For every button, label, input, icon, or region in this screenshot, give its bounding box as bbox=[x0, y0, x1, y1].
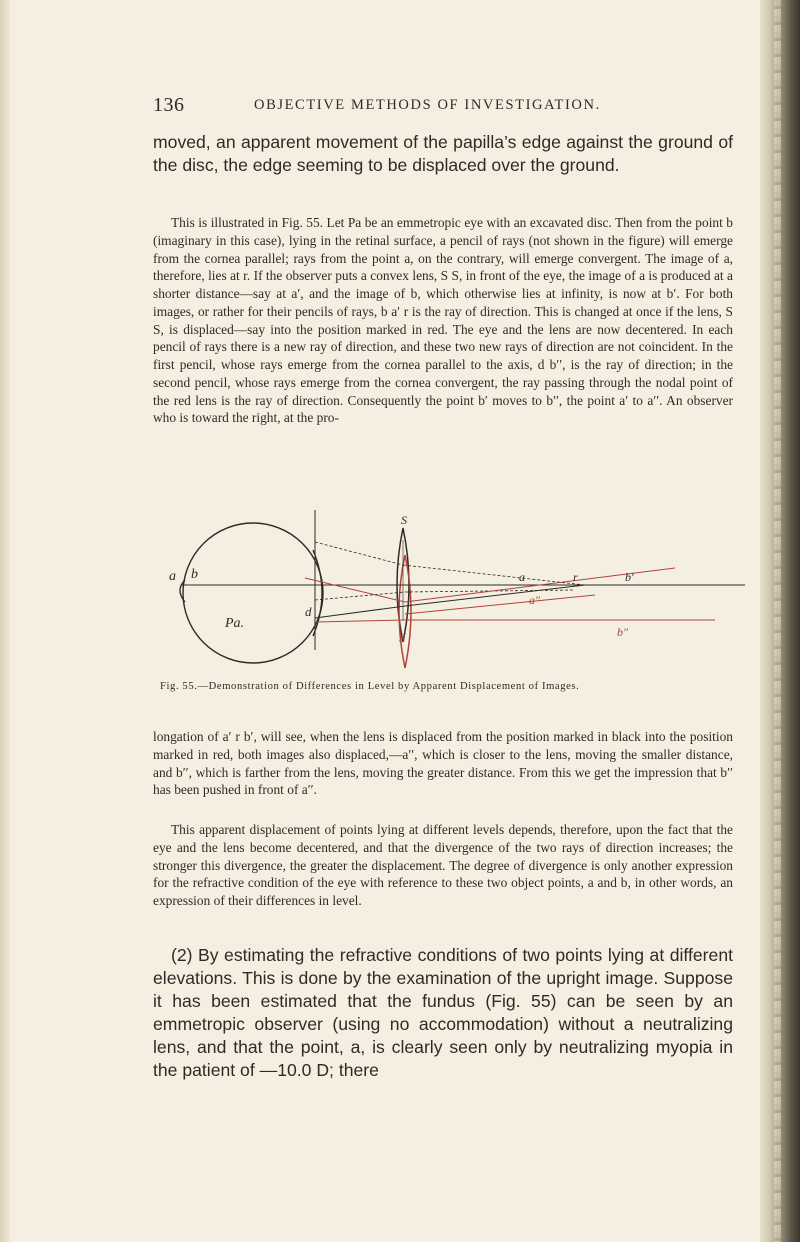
ray-solid-1 bbox=[315, 606, 405, 618]
ray-red-5 bbox=[405, 595, 595, 614]
eye-circle bbox=[183, 523, 323, 663]
label-a-double-prime: a″ bbox=[529, 593, 540, 607]
label-r: r bbox=[573, 570, 578, 584]
label-s-bottom: S bbox=[399, 631, 405, 645]
label-a: a bbox=[169, 569, 176, 584]
running-title: OBJECTIVE METHODS OF INVESTIGATION. bbox=[254, 97, 601, 113]
paragraph-continued: moved, an apparent movement of the papilla’s edge against the ground of the disc, the edge seeming to be displaced over the ground. bbox=[153, 132, 733, 175]
ray-solid-2 bbox=[405, 585, 585, 606]
label-b: b bbox=[191, 567, 198, 582]
figure-caption: Fig. 55.—Demonstration of Differences in Level by Apparent Displacement of Images. bbox=[160, 681, 580, 692]
figure-55-diagram bbox=[155, 510, 745, 670]
paragraph-estimating: (2) By estimating the refractive conditions of two points lying at different elevations. This is done by the examination of the upright image. Suppose it has been estimated that the fundus (Fig. 55) can be seen by an emmetropic observer (using no accommodation) without a neutralizing lens, and that the point, a, is clearly seen only by neutralizing myopia in the patient of —10.0 D; there bbox=[153, 945, 733, 1080]
label-b-double-prime: b″ bbox=[617, 625, 628, 639]
label-s-top: S bbox=[401, 513, 407, 527]
paragraph-prolongation: longation of a′ r b′, will see, when the lens is displaced from the position marked in black into the position marked in red, both images also displaced,—a′′, which is closer to the lens, moving the smaller distance, and b′′, which is farther from the lens, moving the greater distance. From this we get the impression that b′′ has been pushed in front of a′′. bbox=[153, 729, 733, 798]
label-d: d bbox=[305, 604, 312, 619]
ray-red-1 bbox=[305, 578, 405, 602]
paragraph-apparent-displacement: This apparent displacement of points lying at different levels depends, therefore, upon the fact that the eye and the lens become decentered, and that the divergence of the two rays of direction increases; the stronger this divergence, the greater the displacement. The degree of divergence is only another expression for the refractive condition of the eye with reference to these two object points, a and b, in other words, an expression of their differences in level. bbox=[153, 822, 733, 908]
paragraph-illustration: This is illustrated in Fig. 55. Let Pa be an emmetropic eye with an excavated disc. Then from the point b (imaginary in this case), lying in the retinal surface, a pencil of rays (not shown in the figure) will emerge from the cornea parallel; rays from the point a, on the contrary, will emerge convergent. The image of a, therefore, lies at r. If the observer puts a convex lens, S S, in front of the eye, the image of a is produced at a shorter distance—say at a′, and the image of b, which otherwise lies at infinity, is now at b′. For both images, or rather for their pencils of rays, b a′ r is the ray of direction. This is changed at once if the lens, S S, is displaced—say into the position marked in red. The eye and the lens are now decentered. In each pencil of rays there is a new ray of direction, and these two new rays of direction are not coincident. In the first pencil, whose rays emerge from the cornea parallel to the axis, d b′′, is the ray of direction; in the second pencil, whose rays emerge from the cornea convergent, the ray passing through the nodal point of the red lens is the ray of direction. Consequently the point b′ moves to b′′, the point a′ to a′′. An observer who is toward the right, at the pro- bbox=[153, 215, 733, 426]
page-number: 136 bbox=[153, 94, 185, 116]
book-edge-right bbox=[760, 0, 800, 1242]
ray-red-3 bbox=[315, 620, 405, 622]
ray-dashed-1 bbox=[315, 542, 403, 565]
label-a-prime: a bbox=[519, 570, 525, 584]
label-b-prime: b′ bbox=[625, 570, 634, 584]
label-pa: Pa. bbox=[225, 616, 245, 631]
cornea-arc bbox=[313, 550, 322, 636]
ray-dashed-2 bbox=[403, 565, 585, 585]
